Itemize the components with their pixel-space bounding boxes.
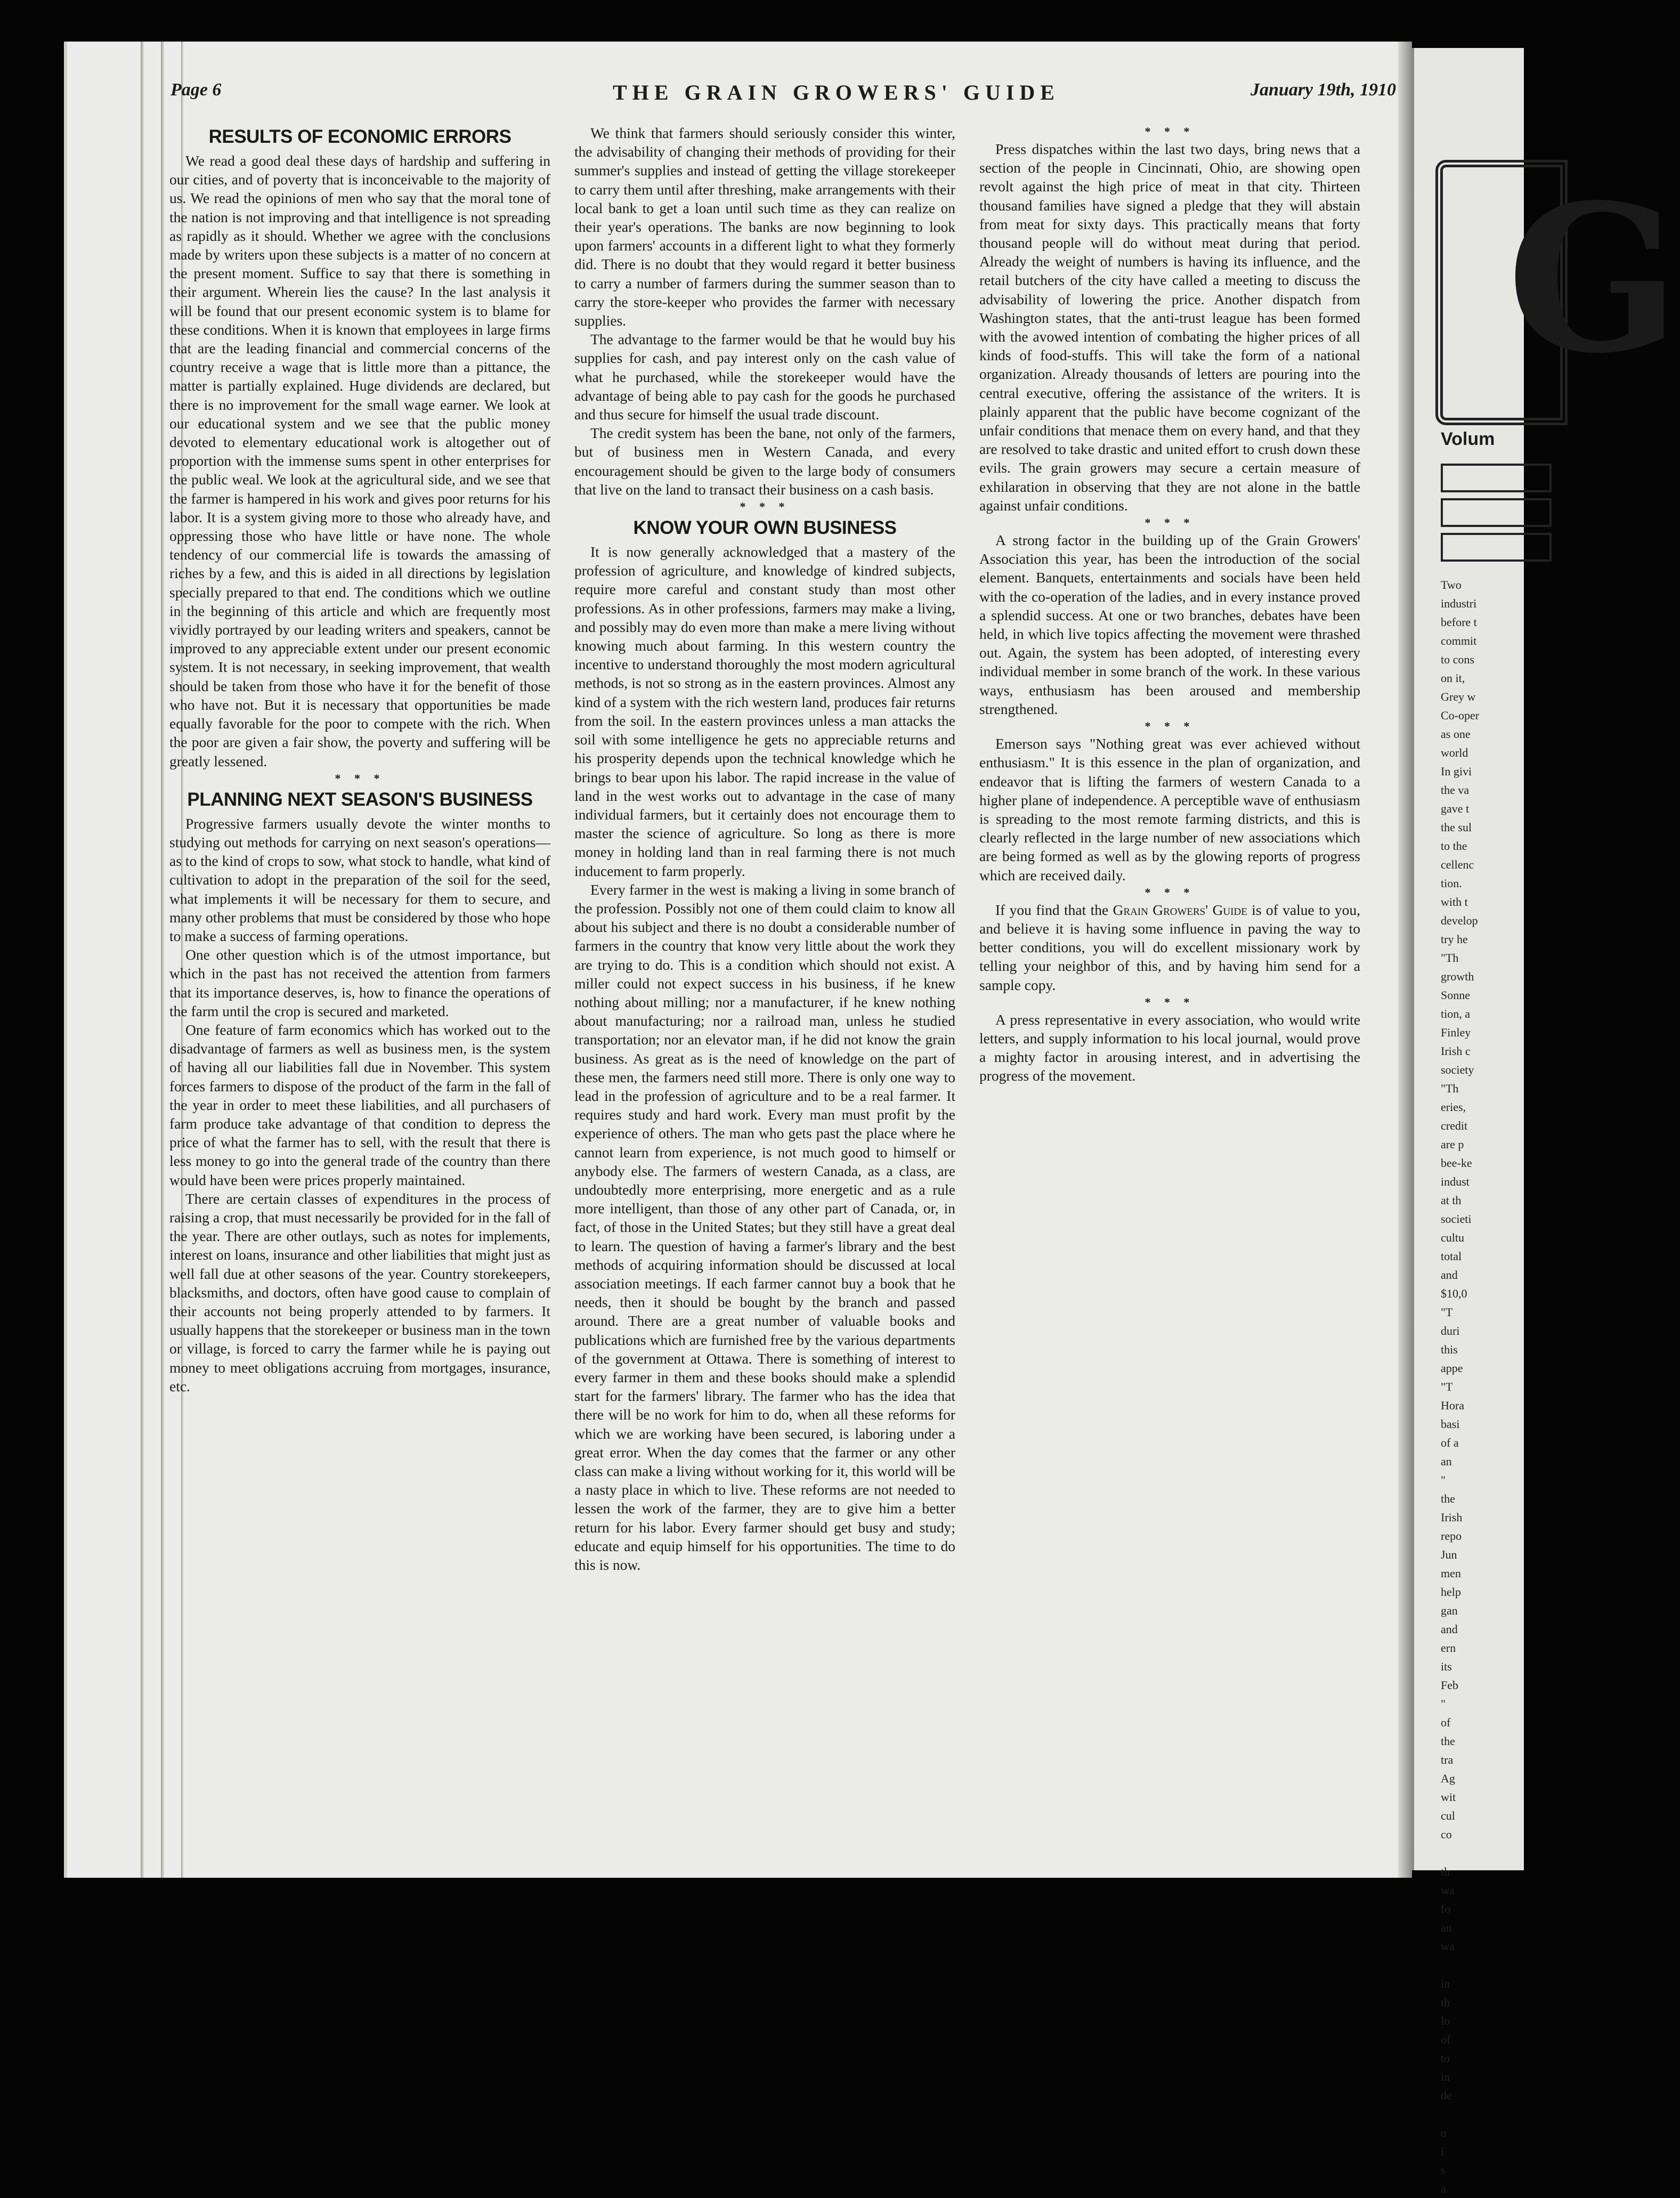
article-paragraph: There are certain classes of expenditures in the process of raising a crop, that must necessarily be provided for in the fall of the year. There are other outlays, such as notes for implements, interest on loans, insurance and other liabilities that might just as well fall due at other seasons of the year. Country storekeepers, blacksmiths, and doctors, often have good cause to complain of their accounts not being properly attended to by farmers. It usually happens that the storekeeper or business man in the town or village, is forced to carry the farmer while he is paying out money to meet obligations accruing from mortgages, insurance, etc. [169, 1190, 550, 1394]
article-paragraph: One feature of farm economics which has worked out to the disadvantage of farmers as well as business men, is the system of having all our liabilities fall due in November. This system forces farmers to dispose of the product of the farm in the fall of the year in order to meet these liabilities, and all purchasers of farm produce take advantage of that condition to depress the price of what the farmer has to sell, with the result that there is less money to go into the general trade of the country than there would have been were prices properly maintained. [169, 1021, 550, 1188]
page-fold-line [141, 42, 144, 1878]
section-separator: * * * [1145, 125, 1195, 138]
section-separator: * * * [1145, 516, 1195, 530]
ornamental-frame [1435, 160, 1680, 425]
index-box [1441, 498, 1552, 527]
article-paragraph: Press dispatches within the last two days, bring news that a section of the people in Cincinnati, Ohio, are showing open revolt against the high price of meat in that city. Thirteen thousand families have signed a pledge that they will abstain from meat for sixty days. This practically means that forty thousand people will do without meat during that period. Already the weight of numbers is having its influence, and the retail butchers of the city have called a meeting to discuss the advisability of lowering the price. Another dispatch from Washington states, that the anti-trust league has been formed with the avowed intention of combating the higher prices of all kinds of food-stuffs. This will take the form of a national organization. Already thousands of letters are pouring into the central executive, offering the assistance of the writers. It is plainly apparent that the public have become cognizant of the unfair conditions that menace them on every hand, and that they are resolved to take drastic and united effort to crush down these evils. The grain growers may secure a certain measure of exhilaration in observing that they are not alone in the battle against unfair conditions. [979, 141, 1360, 514]
page-number: Page 6 [171, 80, 222, 100]
article-paragraph [979, 901, 1360, 994]
section-separator: * * * [1145, 995, 1195, 1009]
section-separator: * * * [1145, 885, 1195, 899]
guide-text-pre: If you find that the [995, 901, 1113, 918]
issue-date: January 19th, 1910 [1251, 80, 1396, 100]
section-separator: * * * [335, 771, 385, 785]
article-paragraph: A press representative in every association, who would write letters, and supply information to his local journal, would prove a mighty factor in arousing interest, and in advertising the progress of the movement. [979, 1011, 1360, 1084]
article-title: KNOW YOUR OWN BUSINESS [633, 517, 897, 539]
section-separator: * * * [1145, 719, 1195, 733]
volume-label: Volum [1441, 429, 1495, 449]
article-title: PLANNING NEXT SEASON'S BUSINESS [187, 789, 533, 810]
guide-text-post: is of value to you, and believe it is having some influence in paving the way to better conditions, you will do excellent missionary work by telling your neighbor of this, and by having him send for a sample copy. [979, 901, 1360, 993]
article-paragraph: Every farmer in the west is making a living in some branch of the profession. Possibly not one of them could claim to know all about his subject and there is no doubt a considerable number of farmers in the country that know very little about the work they are trying to do. This is a condition which should not exist. A miller could not expect success in his business, if he knew nothing about milling; nor a manufacturer, if he knew nothing about manufacturing; nor a railroad man, unless he studied transportation; nor an elevator man, if he did not know the grain business. As great as is the need of knowledge on the part of these men, the farmers need still more. There is only one way to lead in the profession of agriculture and to be a real farmer. It requires study and hard work. Every man must profit by the experience of others. The man who gets past the place where he cannot learn from experience, is not much good to himself or anybody else. The farmers of western Canada, as a class, are undoubtedly more enterprising, more energetic and as a rule more intelligent, than those of any other part of Canada, or, in fact, of those in the United States; but they still have a great deal to learn. The question of having a farmer's library and the best methods of acquiring information should be discussed at local association meetings. If each farmer cannot buy a book that he needs, then it should be bought by the branch and passed around. There are a great number of valuable books and publications which are furnished free by the various departments of the government at Ottawa. There is something of interest to every farmer in them and these books should make a splendid start for the farmers' library. The farmer who has the idea that there will be no work for him to do, when all these reforms for which we are working have been secured, is laboring under a great error. When the day comes that the farmer or any other class can make a living without working for it, this world will be a nasty place in which to live. These reforms are not needed to lessen the work of the farmer, they are to give him a better return for his labor. Every farmer should get busy and study; educate and equip himself for his opportunities. The time to do this is now. [574, 881, 955, 1574]
article-paragraph: A strong factor in the building up of the Grain Growers' Association this year, has been the introduction of the social element. Banquets, entertainments and socials have been held with the co-operation of the ladies, and in every instance proved a splendid success. At one or two branches, debates have been held, in which live topics affecting the movement were thrashed out. Again, the system has been adopted, of interesting every individual member in some branch of the work. In these various ways, enthusiasm has been aroused and membership strengthened. [979, 532, 1360, 717]
index-box [1441, 533, 1552, 562]
article-paragraph: We read a good deal these days of hardship and suffering in our cities, and of poverty that is inconceivable to the majority of us. We read the opinions of men who say that the moral tone of the nation is not improving and that intelligence is not spreading as rapidly as it should. Whether we agree with the conclusions made by writers upon these subjects is a matter of no concern at the present moment. Suffice to say that there is something in their argument. Wherein lies the cause? In the last analysis it will be found that our present economic system is to blame for these conditions. When it is known that employees in large firms that are the leading financial and commercial concerns of the country receive a wage that is little more than a pittance, the matter is partially explained. Huge dividends are declared, but there is no improvement for the small wage earner. We look at our educational system and we see that the public money devoted to elementary educational work is altogether out of proportion with the immense sums spent in other enterprises for the public weal. We look at the agricultural side, and we see that the farmer is hampered in his work and gives poor returns for his labor. It is a system giving more to those who already have, and oppressing those who have little or have none. The whole tendency of our commercial life is towards the amassing of riches by a few, and this is aided in all directions by legislation specially prepared to that end. The conditions which we outline in the beginning of this article and which are frequently most vividly portrayed by our leading writers and speakers, cannot be improved to any appreciable extent under our present economic system. It is not necessary, in seeking improvement, that wealth should be taken from those who have it for the benefit of those who have not. But it is necessary that opportunities be made equally favorable for the poor to compete with the rich. When the poor are given a fair show, the poverty and suffering will be greatly lessened. [169, 152, 550, 769]
index-box [1441, 464, 1552, 492]
ornament-letter: G [1507, 160, 1680, 398]
article-paragraph: The advantage to the farmer would be that he would buy his supplies for cash, and pay interest only on the cash value of what he purchased, while the storekeeper would have the advantage of being able to pay cash for the goods he purchased and thus secure for himself the usual trade discount. [574, 331, 955, 423]
column-2 [574, 124, 955, 1765]
column-3 [979, 124, 1360, 1765]
article-paragraph: The credit system has been the bane, not only of the farmers, but of business men in Western Canada, and every encouragement should be given to the large body of consumers that live on the land to transact their business on a cash basis. [574, 425, 955, 498]
section-separator: * * * [740, 500, 790, 514]
guide-name: Grain Growers' Guide [1113, 901, 1247, 918]
article-paragraph: Progressive farmers usually devote the winter months to studying out methods for carrying on next season's operations—as to the kind of crops to sow, what stock to handle, what kind of cultivation to adopt in the preparation of the soil for the seed, what implements it will be necessary for them to secure, and many other problems that must be considered by those who hope to make a success of farming operations. [169, 815, 550, 944]
article-paragraph: We think that farmers should seriously consider this winter, the advisability of changing their methods of providing for their summer's supplies and instead of getting the village storekeeper to carry them until after threshing, make arrangements with their local bank to get a loan until such time as they can realize on their year's operations. The banks are now beginning to look upon farmers' accounts in a different light to what they formerly did. There is no doubt that they would regard it better business to carry a number of farmers during the summer season than to carry the store-keeper who provides the farmer with necessary supplies. [574, 125, 955, 329]
article-paragraph: One other question which is of the utmost importance, but which in the past has not received the attention from farmers that its importance deserves, is, how to finance the operations of the farm until the crop is secured and marketed. [169, 946, 550, 1019]
adjacent-page [1412, 48, 1680, 2195]
masthead-title: THE GRAIN GROWERS' GUIDE [613, 80, 1060, 104]
page-header [171, 80, 1396, 114]
page-fold-line [161, 42, 164, 1878]
article-paragraph: It is now generally acknowledged that a mastery of the profession of agriculture, and knowledge of kindred subjects, require more careful and constant study than most other professions. As in other professions, farmers may make a living, and possibly may do even more than make a mere living without knowing much about farming. In this western country the incentive to understand thoroughly the most modern agricultural methods, is not so strong as in the eastern provinces. Almost any kind of a system with the rich western land, produces fair returns from the soil. In the eastern provinces unless a man attacks the soil with some intelligence he gets no appreciable returns and his prosperity depends upon the technical knowledge which he brings to bear upon his labor. The rapid increase in the value of land in the west works out to advantage in the case of many individual farmers, but it certainly does not encourage them to master the science of agriculture. So long as there is more money in holding land than in real farming there is not much inducement to farm properly. [574, 544, 955, 879]
adjacent-text-fragments: Two industri before t commit to cons on it, Grey w Co-oper as one world In givi the va gave t the sul to the cellenc tion. with t develop try he "Th growth Sonne tion, a Finley Irish c society "Th eries, credit are p bee-ke indust at th societi cultu total and $10,0 "T duri this appe "T Hora basi of a an " the Irish repo Jun men help gan and ern its Feb " of the tra Ag wit cul co th wa fo an wa in th lo of to in de o i s a [1441, 578, 1480, 2195]
article-paragraph: Emerson says "Nothing great was ever achieved without enthusiasm." It is this essence in the plan of organization, and endeavor that is lifting the farmers of western Canada to a higher plane of independence. A perceptible wave of enthusiasm is spreading to the most remote farming districts, and this is clearly reflected in the large number of new associations which are being formed as well as by the glowing reports of progress which are received daily. [979, 735, 1360, 883]
column-1 [169, 124, 550, 1765]
article-title: RESULTS OF ECONOMIC ERRORS [208, 126, 512, 147]
